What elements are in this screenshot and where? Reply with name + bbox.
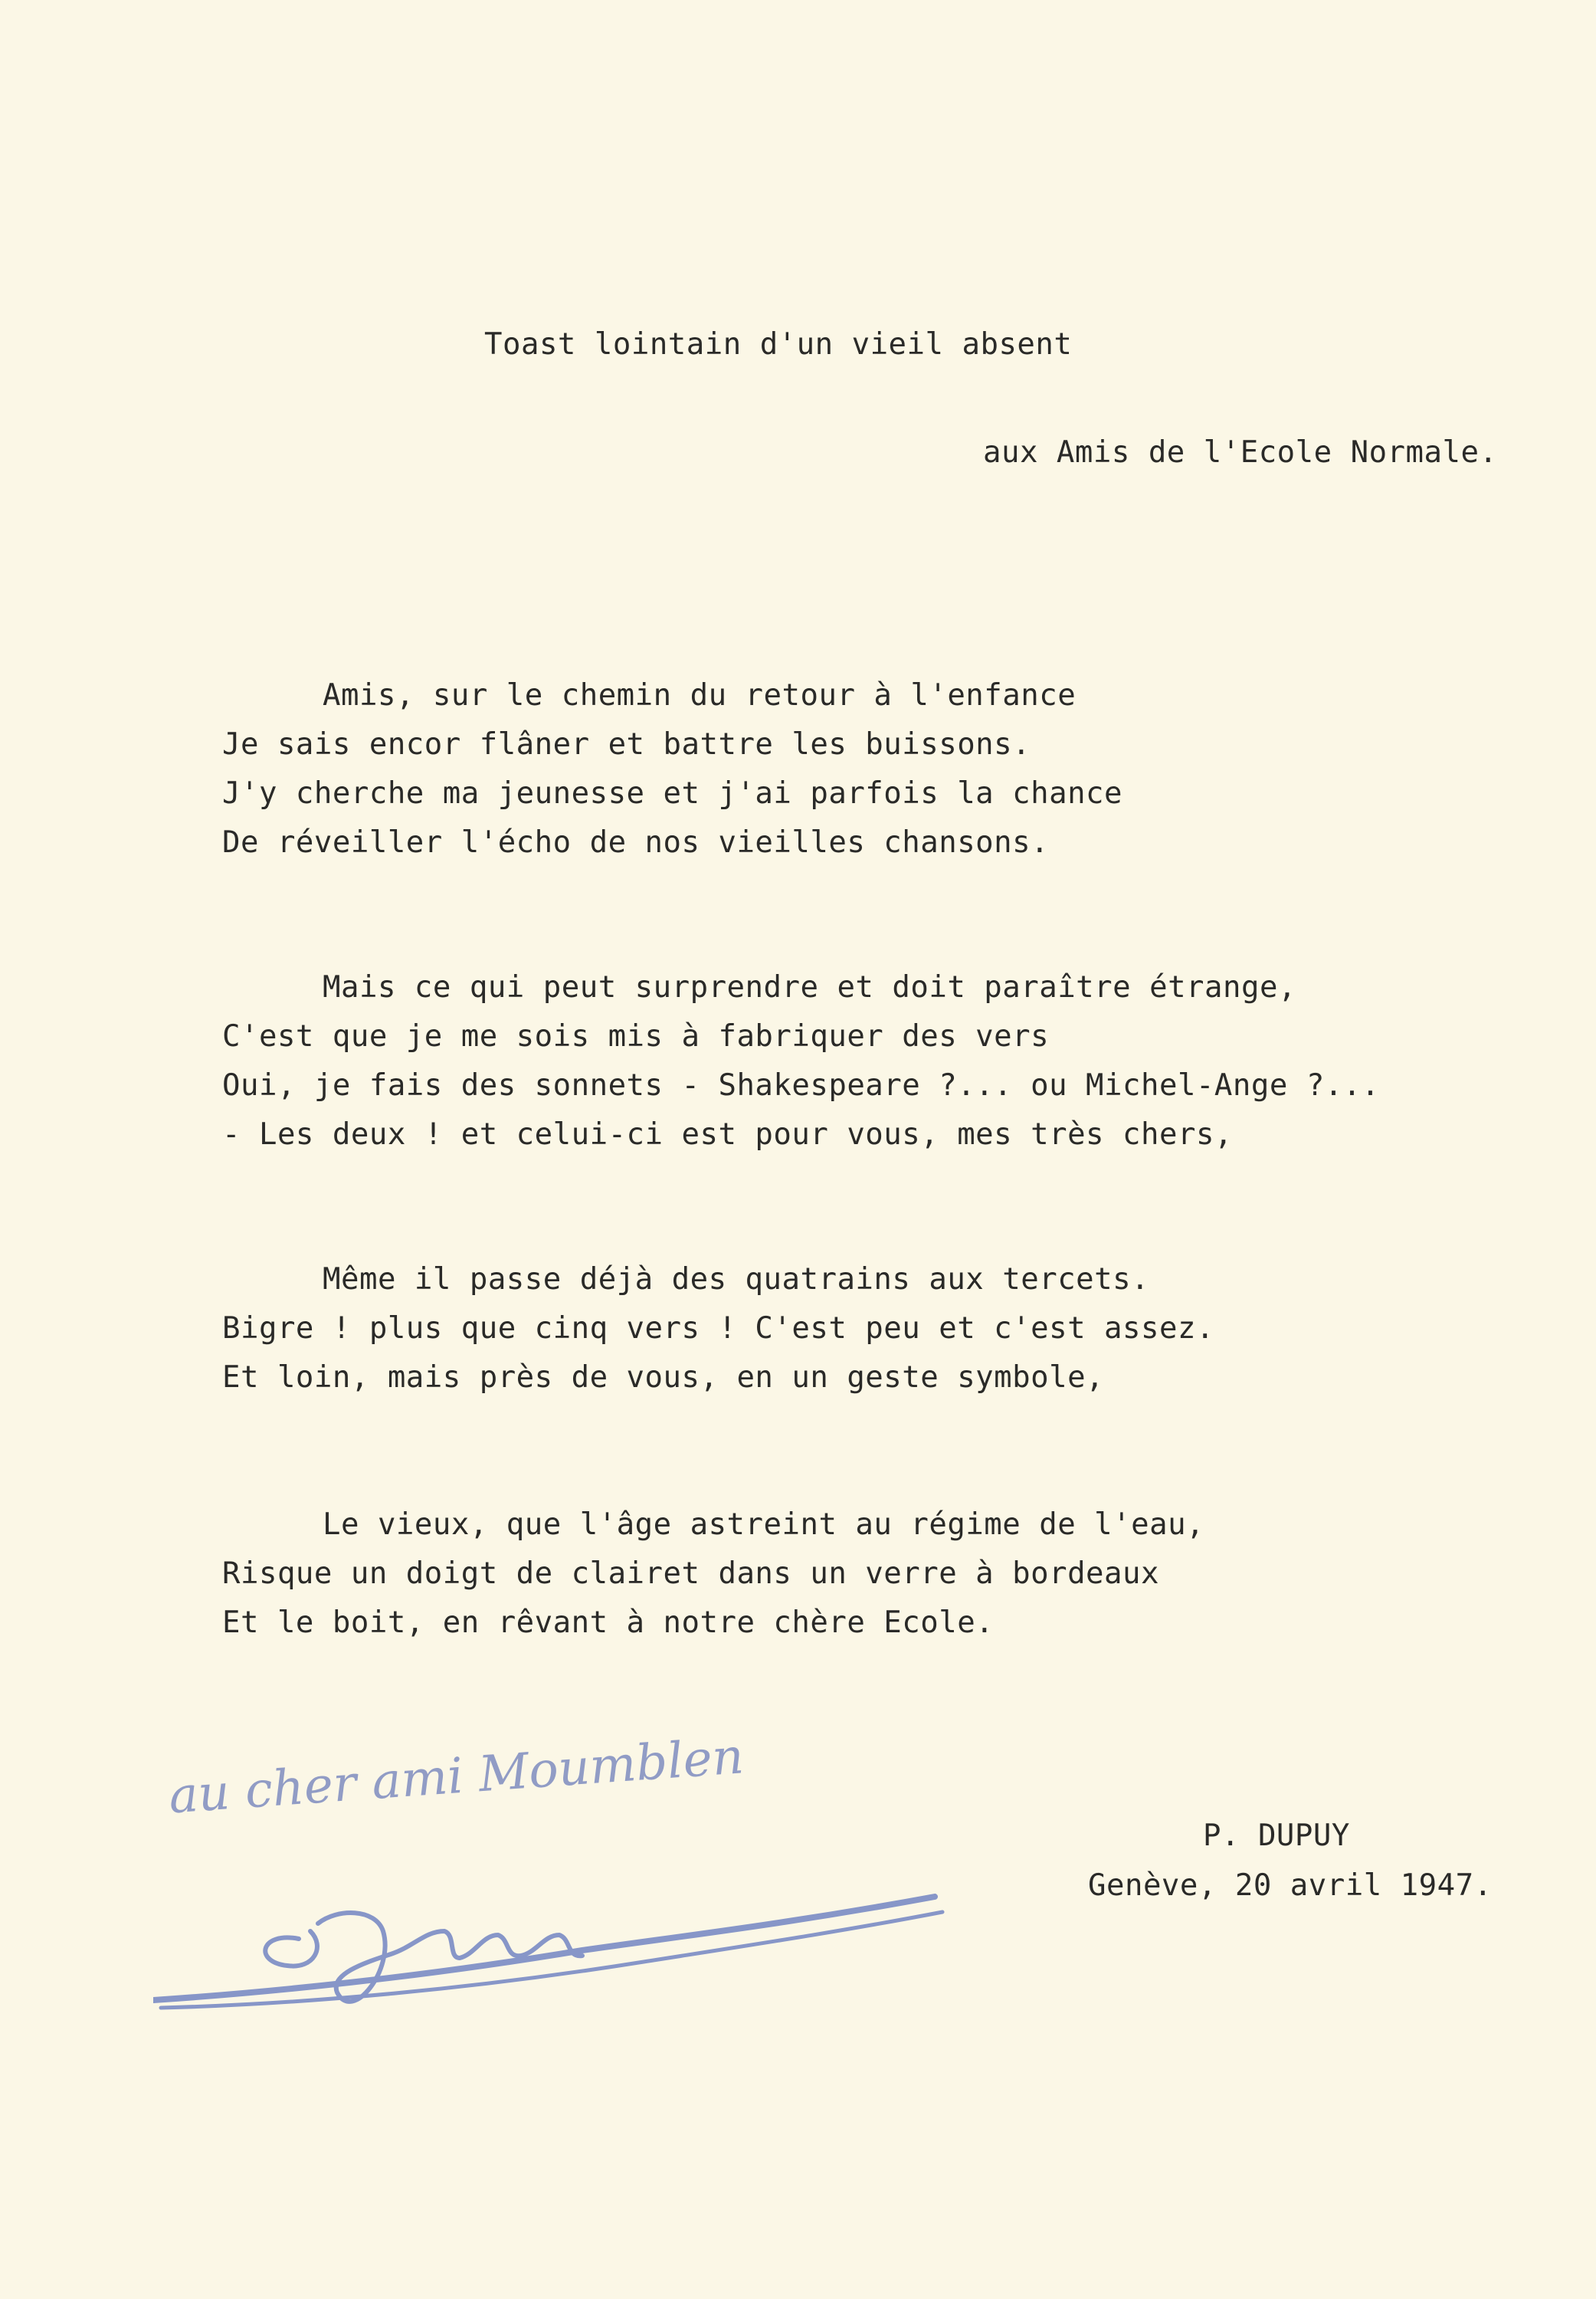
- stanza-2-line-3: Oui, je fais des sonnets - Shakespeare ?... ou Michel-Ange ?...: [222, 1068, 1380, 1103]
- stanza-1-line-4: De réveiller l'écho de nos vieilles chansons.: [222, 825, 1050, 860]
- stanza-4-line-2: Risque un doigt de clairet dans un verre à bordeaux: [222, 1556, 1159, 1591]
- signature-flourish-initial: [265, 1931, 317, 1966]
- stanza-3-line-2: Bigre ! plus que cinq vers ! C'est peu et c'est assez.: [222, 1311, 1214, 1346]
- poem-dedication-line: aux Amis de l'Ecole Normale.: [983, 435, 1498, 470]
- stanza-1-line-3: J'y cherche ma jeunesse et j'ai parfois la chance: [222, 776, 1123, 811]
- stanza-4-line-1: Le vieux, que l'âge astreint au régime de l'eau,: [323, 1507, 1205, 1542]
- stanza-2-line-4: - Les deux ! et celui-ci est pour vous, mes très chers,: [222, 1117, 1233, 1152]
- handwritten-signature-image: [153, 1701, 965, 2069]
- stanza-1-line-2: Je sais encor flâner et battre les buissons.: [222, 727, 1031, 762]
- stanza-2-line-1: Mais ce qui peut surprendre et doit paraître étrange,: [323, 970, 1296, 1005]
- signature-underline: [153, 1897, 935, 2000]
- stanza-3-line-3: Et loin, mais près de vous, en un geste symbole,: [222, 1360, 1105, 1395]
- stanza-3-line-1: Même il passe déjà des quatrains aux tercets.: [323, 1262, 1150, 1297]
- stanza-1-line-1: Amis, sur le chemin du retour à l'enfance: [323, 678, 1077, 713]
- poem-title: Toast lointain d'un vieil absent: [484, 327, 1073, 362]
- handwritten-dedication: au cher ami Moumblen: [166, 1728, 746, 1825]
- stanza-4-line-3: Et le boit, en rêvant à notre chère Ecole.: [222, 1605, 995, 1640]
- typed-signature-name: P. DUPUY: [1203, 1819, 1350, 1853]
- signature-underline-second: [161, 1912, 942, 2008]
- stanza-2-line-2: C'est que je me sois mis à fabriquer des vers: [222, 1019, 1050, 1054]
- typed-signature-place-date: Genève, 20 avril 1947.: [1088, 1868, 1493, 1903]
